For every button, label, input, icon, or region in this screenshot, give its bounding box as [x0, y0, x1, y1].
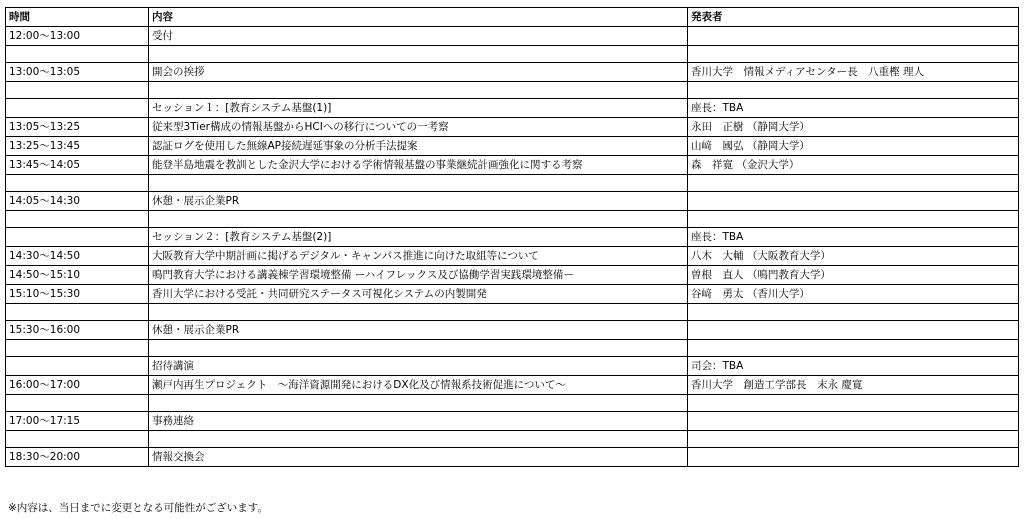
presenter-cell: 山﨑 國弘 （静岡大学）: [688, 137, 1019, 156]
presenter-cell: 永田 正樹 （静岡大学）: [688, 118, 1019, 137]
time-cell: 13:00～13:05: [6, 63, 149, 82]
content-cell: [149, 431, 688, 448]
time-cell: 15:10～15:30: [6, 285, 149, 304]
content-cell: [149, 82, 688, 99]
presenter-cell: [688, 211, 1019, 228]
schedule-row: [6, 192, 1019, 211]
schedule-row: [6, 412, 1019, 431]
presenter-cell: 香川大学 情報メディアセンター長 八重樫 理人: [688, 63, 1019, 82]
presenter-cell: [688, 321, 1019, 340]
schedule-row: [6, 27, 1019, 46]
content-cell: 開会の挨拶: [149, 63, 688, 82]
presenter-cell: 曽根 直人 （鳴門教育大学）: [688, 266, 1019, 285]
time-cell: 13:45～14:05: [6, 156, 149, 175]
time-cell: [6, 46, 149, 63]
content-cell: 受付: [149, 27, 688, 46]
content-cell: [149, 395, 688, 412]
presenter-cell: [688, 192, 1019, 211]
header-row: [6, 8, 1019, 27]
content-cell: 瀬戸内再生プロジェクト ～海洋資源開発におけるDX化及び情報系技術促進について～: [149, 376, 688, 395]
presenter-cell: [688, 46, 1019, 63]
presenter-cell: 司会：TBA: [688, 357, 1019, 376]
schedule-row: [6, 321, 1019, 340]
time-cell: [6, 99, 149, 118]
schedule-body: [6, 8, 1019, 467]
footnote: ※内容は、当日までに変更となる可能性がございます。: [8, 502, 268, 514]
presenter-cell: 座長：TBA: [688, 228, 1019, 247]
time-cell: [6, 211, 149, 228]
time-cell: 13:05～13:25: [6, 118, 149, 137]
time-cell: [6, 175, 149, 192]
schedule-row: [6, 63, 1019, 82]
time-cell: [6, 357, 149, 376]
presenter-cell: [688, 448, 1019, 467]
time-cell: 16:00～17:00: [6, 376, 149, 395]
spacer-row: [6, 175, 1019, 192]
content-cell: 能登半島地震を教訓とした金沢大学における学術情報基盤の事業継続計画強化に関する考察: [149, 156, 688, 175]
schedule-row: [6, 156, 1019, 175]
presenter-cell: [688, 82, 1019, 99]
presenter-cell: [688, 431, 1019, 448]
time-cell: 17:00～17:15: [6, 412, 149, 431]
schedule-row: [6, 228, 1019, 247]
schedule-row: [6, 285, 1019, 304]
schedule-row: [6, 118, 1019, 137]
content-cell: [149, 175, 688, 192]
presenter-cell: [688, 395, 1019, 412]
time-cell: [6, 431, 149, 448]
header-time: 時間: [6, 8, 149, 27]
time-cell: [6, 340, 149, 357]
spacer-row: [6, 431, 1019, 448]
presenter-cell: 香川大学 創造工学部長 末永 慶寛: [688, 376, 1019, 395]
time-cell: 14:05～14:30: [6, 192, 149, 211]
content-cell: セッション２：[教育システム基盤(2)]: [149, 228, 688, 247]
content-cell: 認証ログを使用した無線AP接続遅延事象の分析手法提案: [149, 137, 688, 156]
spacer-row: [6, 340, 1019, 357]
content-cell: 鳴門教育大学における講義棟学習環境整備 ーハイフレックス及び協働学習実践環境整備ー: [149, 266, 688, 285]
spacer-row: [6, 211, 1019, 228]
content-cell: [149, 340, 688, 357]
schedule-row: [6, 448, 1019, 467]
presenter-cell: [688, 175, 1019, 192]
content-cell: [149, 304, 688, 321]
time-cell: [6, 395, 149, 412]
header-presenter: 発表者: [688, 8, 1019, 27]
time-cell: [6, 228, 149, 247]
content-cell: 情報交換会: [149, 448, 688, 467]
content-cell: 従来型3Tier構成の情報基盤からHCIへの移行についての一考察: [149, 118, 688, 137]
presenter-cell: [688, 340, 1019, 357]
content-cell: [149, 46, 688, 63]
presenter-cell: 谷﨑 勇太 （香川大学）: [688, 285, 1019, 304]
schedule-row: [6, 376, 1019, 395]
schedule-row: [6, 99, 1019, 118]
presenter-cell: 座長：TBA: [688, 99, 1019, 118]
presenter-cell: [688, 304, 1019, 321]
content-cell: 事務連絡: [149, 412, 688, 431]
time-cell: 14:50～15:10: [6, 266, 149, 285]
time-cell: 14:30～14:50: [6, 247, 149, 266]
content-cell: 招待講演: [149, 357, 688, 376]
spacer-row: [6, 46, 1019, 63]
schedule-row: [6, 357, 1019, 376]
schedule-row: [6, 137, 1019, 156]
presenter-cell: [688, 412, 1019, 431]
presenter-cell: 八木 大輔 （大阪教育大学）: [688, 247, 1019, 266]
content-cell: セッション１：[教育システム基盤(1)]: [149, 99, 688, 118]
time-cell: [6, 304, 149, 321]
spacer-row: [6, 304, 1019, 321]
time-cell: [6, 82, 149, 99]
content-cell: [149, 211, 688, 228]
presenter-cell: [688, 27, 1019, 46]
time-cell: 15:30～16:00: [6, 321, 149, 340]
content-cell: 休憩・展示企業PR: [149, 192, 688, 211]
schedule-row: [6, 266, 1019, 285]
schedule-table: [5, 7, 1019, 467]
content-cell: 休憩・展示企業PR: [149, 321, 688, 340]
header-content: 内容: [149, 8, 688, 27]
content-cell: 香川大学における受託・共同研究ステータス可視化システムの内製開発: [149, 285, 688, 304]
content-cell: 大阪教育大学中期計画に掲げるデジタル・キャンパス推進に向けた取組等について: [149, 247, 688, 266]
spacer-row: [6, 395, 1019, 412]
time-cell: 13:25～13:45: [6, 137, 149, 156]
spacer-row: [6, 82, 1019, 99]
presenter-cell: 森 祥寛 （金沢大学）: [688, 156, 1019, 175]
time-cell: 18:30～20:00: [6, 448, 149, 467]
time-cell: 12:00～13:00: [6, 27, 149, 46]
schedule-row: [6, 247, 1019, 266]
